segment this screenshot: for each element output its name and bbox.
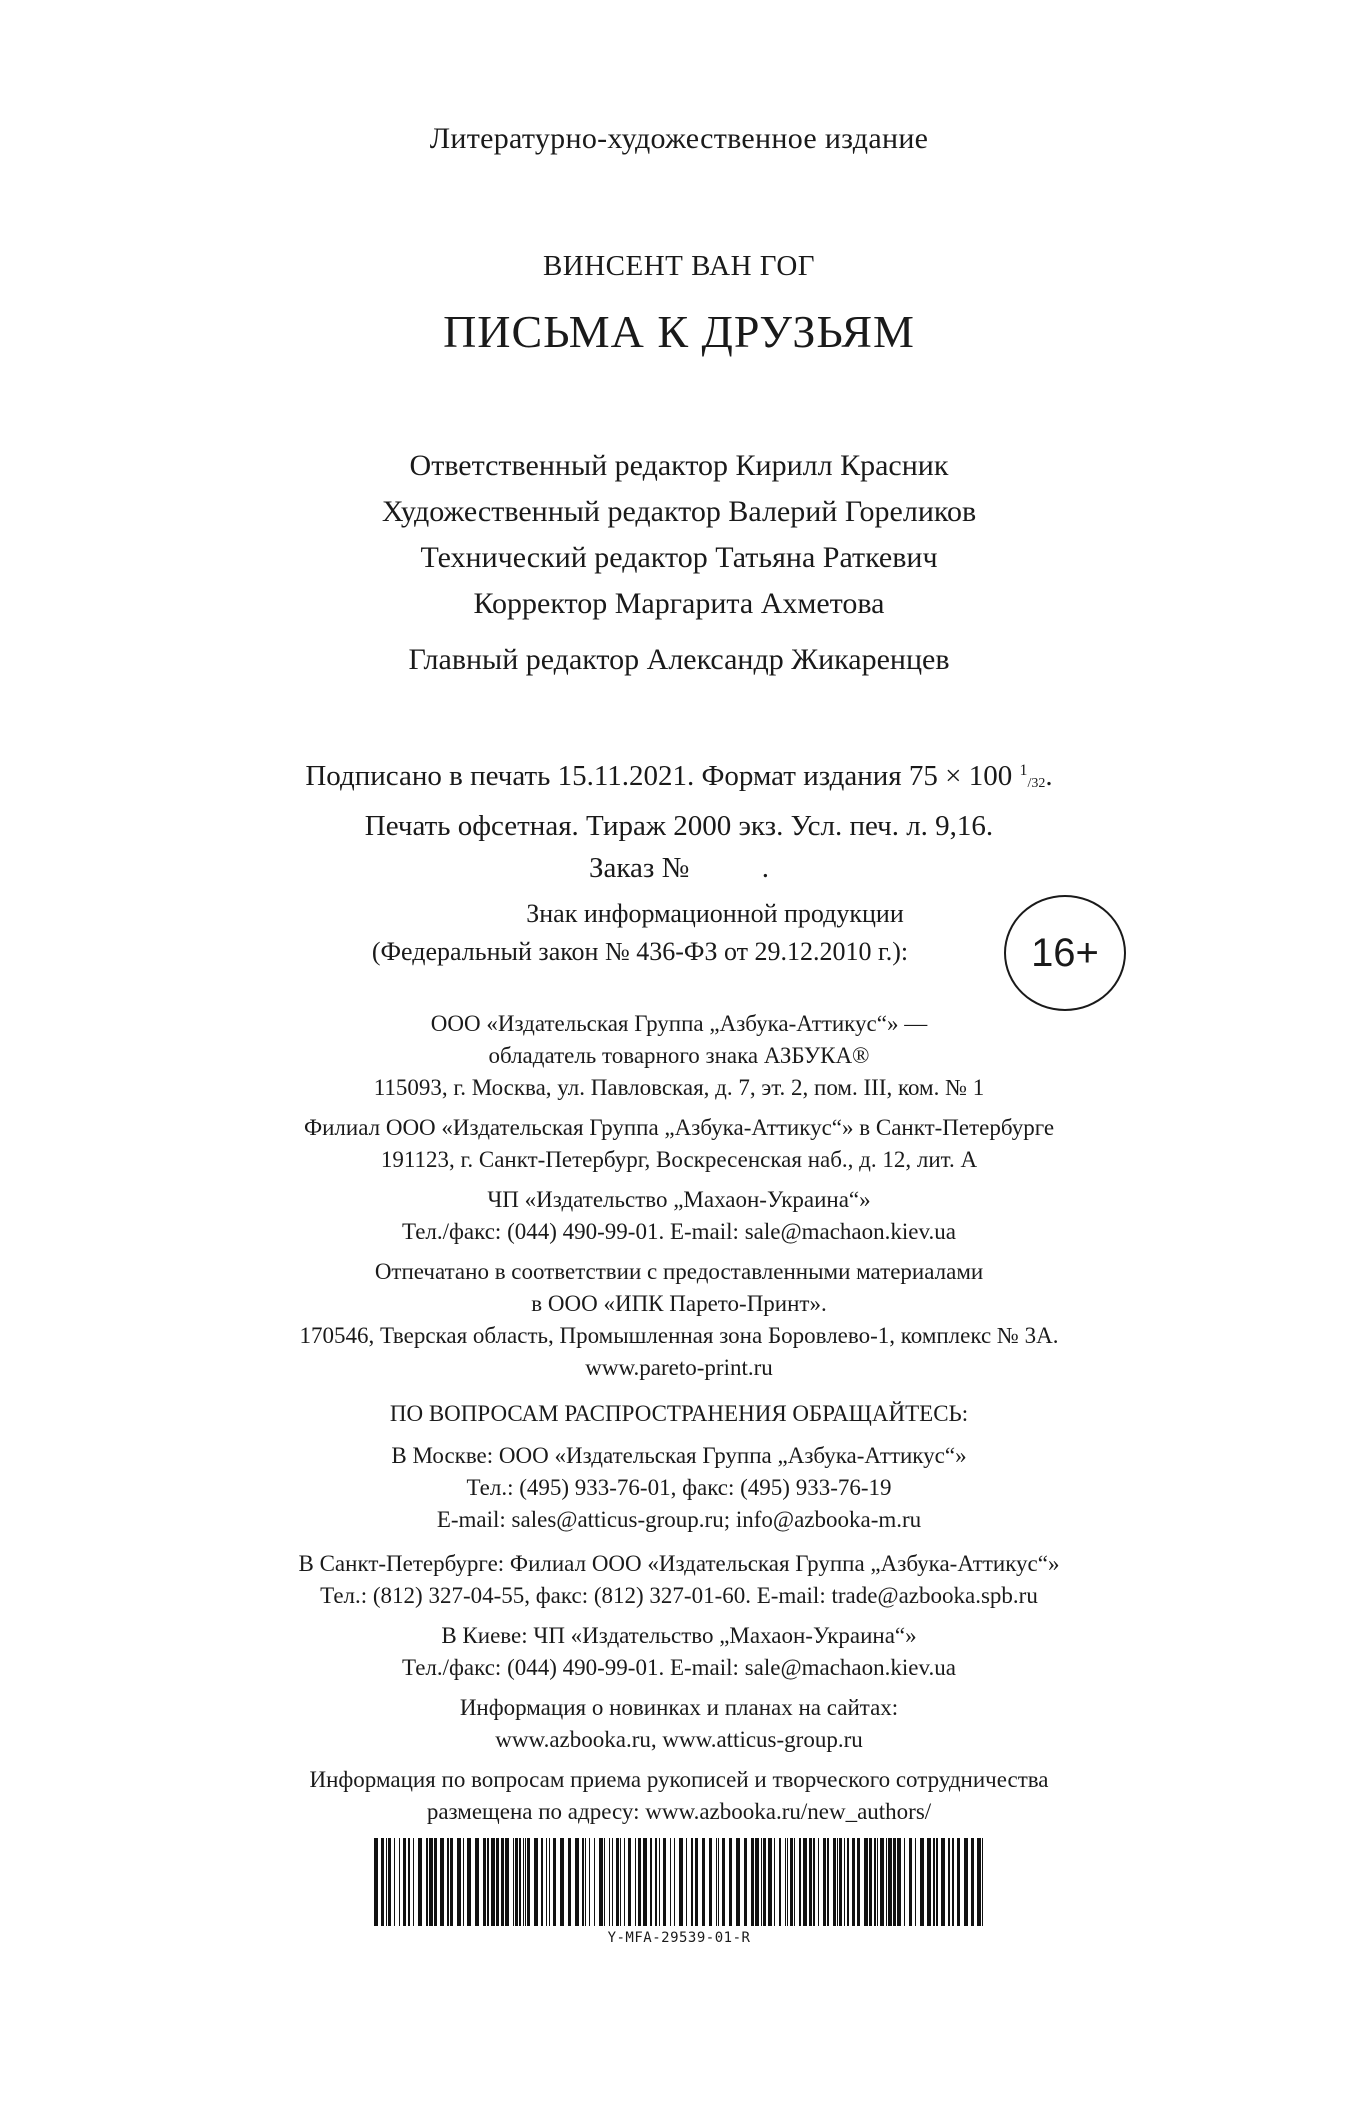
barcode-bar [515,1838,518,1926]
barcode-bar [839,1838,842,1926]
barcode-bar [418,1838,422,1926]
barcode-bar [982,1838,983,1926]
barcode-bar [429,1838,433,1926]
barcode-bar [549,1838,550,1926]
barcode-bar [604,1838,605,1926]
barcode-bar [457,1838,461,1926]
barcode-bar [847,1838,849,1926]
barcode-bar [927,1838,931,1926]
barcode-bar [525,1838,526,1926]
barcode-bar [541,1838,543,1926]
barcode-label: Y-MFA-29539-01-R [607,1930,751,1946]
barcode-bar [679,1838,683,1926]
barcode-bar [787,1838,788,1926]
barcode-bar [575,1838,579,1926]
barcode-bar [616,1838,619,1926]
barcode-bar [915,1838,916,1926]
barcode-bar [624,1838,625,1926]
barcode-bar [638,1838,641,1926]
manuscripts-info: Информация по вопросам приема рукописей и творческого сотрудничества размещена по адресу: www.azbooka.ru/new_authors/ [309,1767,1049,1824]
chief-editor: Главный редактор Александр Жикаренцев [408,643,950,676]
barcode-bar [869,1838,872,1926]
barcode-bar [809,1838,812,1926]
barcode-bar [670,1838,671,1926]
moscow-contacts: В Москве: ООО «Издательская Группа „Азбука-Аттикус“» Тел.: (495) 933-76-01, факс: (495) 933-76-19 E-mail: sales@atticus-group.ru; info@azbooka-m.ru [391,1443,967,1532]
barcode-bar [440,1838,444,1926]
barcode-bar [948,1838,950,1926]
print-info-line-2: Печать офсетная. Тираж 2000 экз. Усл. печ. л. 9,16. [364,810,994,842]
barcode-bar [413,1838,414,1926]
barcode-bar [463,1838,464,1926]
distribution-heading: ПО ВОПРОСАМ РАСПРОСТРАНЕНИЯ ОБРАЩАЙТЕСЬ: [389,1401,969,1426]
barcode-bar [650,1838,652,1926]
barcode-bar [434,1838,437,1926]
format-denominator: 32 [1031,776,1046,791]
barcode-bar [768,1838,772,1926]
barcode-bar [386,1838,387,1926]
barcode-bar [560,1838,564,1926]
barcode-bar [374,1838,378,1926]
barcode-bar [877,1838,878,1926]
barcode-bar [589,1838,590,1926]
spb-contacts: В Санкт-Петербурге: Филиал ООО «Издательская Группа „Азбука-Аттикус“» Тел.: (812) 327-04-55, факс: (812) 327-01-60. E-mail: trade@azbooka.spb.ru [298,1551,1060,1608]
barcode-bar [450,1838,453,1926]
kiev-contacts: В Киеве: ЧП «Издательство „Махаон-Украина“» Тел./факс: (044) 490-99-01. E-mail: sale@machaon.kiev.ua [402,1623,956,1680]
barcode-bars [372,1838,986,1928]
barcode-bar [799,1838,801,1926]
sites-info: Информация о новинках и планах на сайтах: www.azbooka.ru, www.atticus-group.ru [459,1695,899,1752]
barcode-bar [774,1838,775,1926]
barcode-bar [408,1838,410,1926]
barcode-bar [763,1838,766,1926]
barcode-bar [691,1838,693,1926]
editors-list [0,443,1358,627]
barcode-bar [523,1838,524,1926]
barcode-bar [643,1838,647,1926]
barcode-bar [496,1838,499,1926]
barcode-bar [553,1838,556,1926]
barcode-bar [744,1838,747,1926]
barcode-bar [751,1838,754,1926]
barcode-bar [568,1838,571,1926]
barcode-bar [447,1838,449,1926]
barcode-bar [803,1838,807,1926]
spb-branch-block: Филиал ООО «Издательская Группа „Азбука-Аттикус“» в Санкт-Петербурге 191123, г. Санкт-Петербург, Воскресенская наб., д. 12, лит. А [303,1115,1055,1172]
barcode-bar [897,1838,901,1926]
barcode-bar [837,1838,838,1926]
editor-line: Технический редактор Татьяна Раткевич [420,541,938,574]
barcode-bar [467,1838,471,1926]
barcode-bar [388,1838,391,1926]
print-info-line-1: Подписано в печать 15.11.2021. Формат издания 75 × 100 $^1$/32. [305,760,1053,792]
barcode-bar [609,1838,610,1926]
barcode-bar [957,1838,960,1926]
barcode-bar [519,1838,521,1926]
order-number: Заказ № . [588,852,770,884]
barcode-bar [761,1838,762,1926]
book-author: ВИНСЕНТ ВАН ГОГ [542,250,816,282]
barcode-bar [977,1838,981,1926]
barcode-bar [501,1838,504,1926]
barcode-bar [933,1838,935,1926]
edition-type: Литературно-художественное издание [429,122,929,155]
barcode-bar [718,1838,719,1926]
barcode-bar [628,1838,631,1926]
age-rating-badge: 16+ [1004,895,1126,1011]
barcode-bar [779,1838,781,1926]
barcode-bar [893,1838,896,1926]
barcode-bar [874,1838,876,1926]
barcode-bar [674,1838,675,1926]
barcode-bar [790,1838,793,1926]
barcode-bar [686,1838,687,1926]
barcode-bar [663,1838,666,1926]
barcode-bar [475,1838,479,1926]
barcode-bar [823,1838,826,1926]
barcode-bar [755,1838,759,1926]
print-info [0,750,1358,889]
barcode-bar [857,1838,860,1926]
barcode-bar [785,1838,786,1926]
barcode-bar [813,1838,815,1926]
barcode-bar [381,1838,384,1926]
barcode-bar [844,1838,845,1926]
barcode-bar [971,1838,974,1926]
barcode-bar [818,1838,819,1926]
barcode-bar [864,1838,868,1926]
barcode-bar [852,1838,855,1926]
barcode-bar [920,1838,924,1926]
barcode-bar [729,1838,732,1926]
barcode-bar [546,1838,547,1926]
barcode-bar [709,1838,712,1926]
barcode-bar [936,1838,938,1926]
barcode-bar [655,1838,657,1926]
info-product-sign [300,895,1099,1015]
barcode-bar [886,1838,887,1926]
barcode-bar [527,1838,530,1926]
barcode-bar [888,1838,892,1926]
barcode-bar [941,1838,945,1926]
barcode-bar [702,1838,705,1926]
barcode-bar [620,1838,621,1926]
barcode-bar [426,1838,428,1926]
barcode-bar [599,1838,603,1926]
book-title: ПИСЬМА К ДРУЗЬЯМ [443,306,915,357]
publisher-block: ООО «Издательская Группа „Азбука-Аттикус“» — обладатель товарного знака АЗБУКА® 115093, г. Москва, ул. Павловская, д. 7, эт. 2, пом. III, ком. № 1 [373,1011,985,1100]
barcode-bar [909,1838,912,1926]
barcode-bar [513,1838,514,1926]
barcode-bar [403,1838,406,1926]
barcode-bar [534,1838,538,1926]
barcode-bar [833,1838,836,1926]
editor-line: Ответственный редактор Кирилл Красник [409,449,949,482]
barcode-bar [716,1838,717,1926]
barcode-bar [582,1838,584,1926]
barcode-bar [594,1838,595,1926]
editor-line: Художественный редактор Валерий Гореликов [381,495,977,528]
editor-line: Корректор Маргарита Ахметова [473,587,885,620]
barcode-bar [794,1838,795,1926]
barcode-bar [904,1838,905,1926]
barcode-bar [612,1838,613,1926]
barcode-bar [695,1838,698,1926]
info-sign-line-1: Знак информационной продукции [526,899,904,928]
barcode-bar [399,1838,400,1926]
barcode-bar [585,1838,586,1926]
barcode-bar [394,1838,395,1926]
barcode-bar [505,1838,509,1926]
barcode-bar [964,1838,968,1926]
barcode-bar [635,1838,636,1926]
barcode-bar [952,1838,954,1926]
format-numerator: 1 [1019,762,1028,779]
barcode-bar [483,1838,486,1926]
barcode-bar [659,1838,660,1926]
barcode-bar [487,1838,489,1926]
barcode-bar [722,1838,725,1926]
barcode-bar [736,1838,740,1926]
printer-block: Отпечатано в соответствии с предоставленными материалами в ООО «ИПК Парето-Принт». 170546, Тверская область, Промышленная зона Боровлево-1, комплекс № 3А. www.pareto-print.ru [299,1259,1059,1380]
barcode-bar [827,1838,829,1926]
ukraine-block: ЧП «Издательство „Махаон-Украина“» Тел./факс: (044) 490-99-01. E-mail: sale@machaon.kiev.ua [402,1187,956,1244]
barcode-bar [880,1838,884,1926]
info-sign-line-2: (Федеральный закон № 436-ФЗ от 29.12.2010 г.): [371,937,909,966]
barcode [372,1838,986,1948]
barcode-bar [491,1838,495,1926]
